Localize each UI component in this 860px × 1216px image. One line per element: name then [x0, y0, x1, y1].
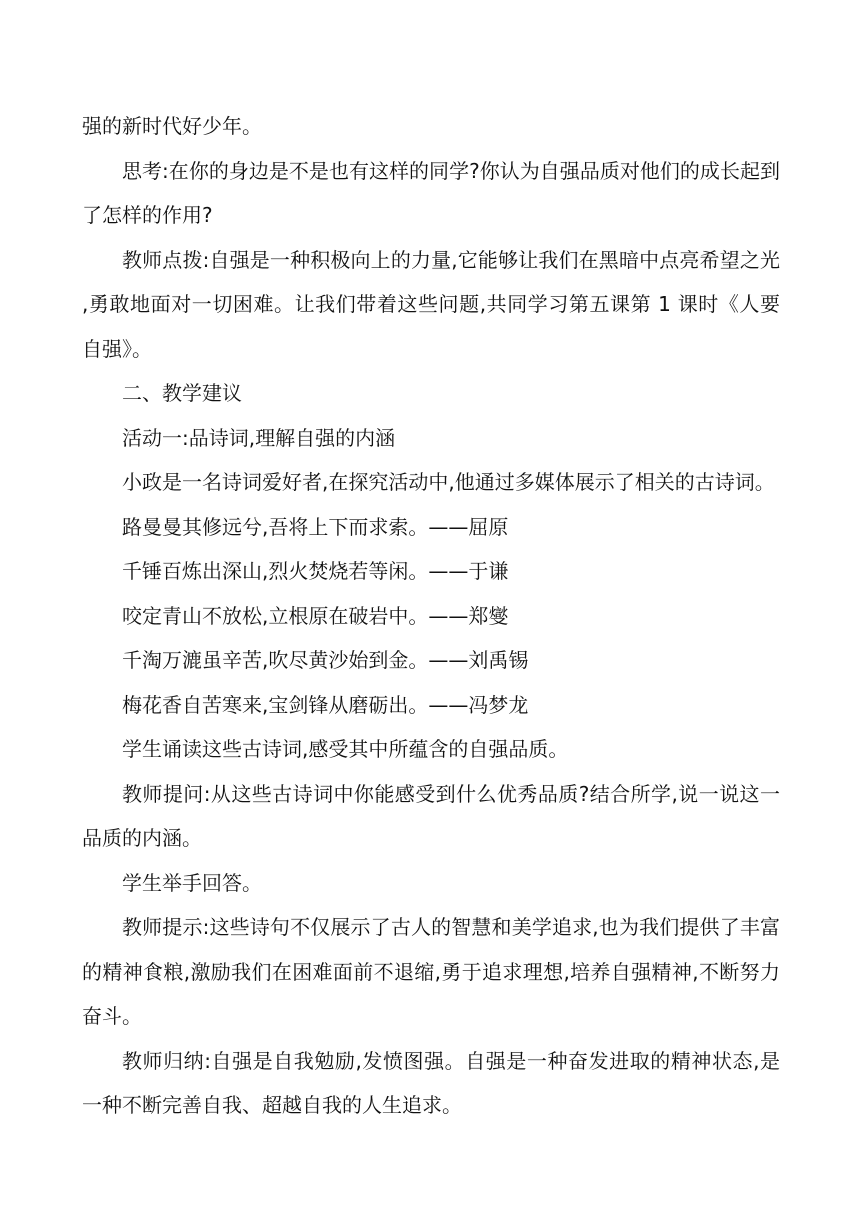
document-body — [82, 104, 780, 1128]
paragraph-teacher-hint: 教师提示:这些诗句不仅展示了古人的智慧和美学追求,也为我们提供了丰富的精神食粮,激励我们在困难面前不退缩,勇于追求理想,培养自强精神,不断努力奋斗。 — [82, 915, 780, 1028]
poem-line: 千淘万漉虽辛苦,吹尽黄沙始到金。——刘禹锡 — [122, 648, 529, 672]
paragraph-teacher-summary: 教师归纳:自强是自我勉励,发愤图强。自强是一种奋发进取的精神状态,是一种不断完善自我、超越自我的人生追求。 — [82, 1048, 780, 1117]
paragraph-student-answer: 学生举手回答。 — [122, 870, 262, 895]
section-heading-teaching-suggestions: 二、教学建议 — [122, 381, 242, 405]
poem-line: 千锤百炼出深山,烈火焚烧若等闲。——于谦 — [122, 559, 509, 583]
paragraph-continuation: 强的新时代好少年。 — [82, 114, 262, 138]
poem-line: 路曼曼其修远兮,吾将上下而求索。——屈原 — [122, 514, 509, 539]
paragraph-teacher-question: 教师提问:从这些古诗词中你能感受到什么优秀品质?结合所学,说一说这一品质的内涵。 — [82, 781, 780, 850]
paragraph-activity-intro: 小政是一名诗词爱好者,在探究活动中,他通过多媒体展示了相关的古诗词。 — [122, 470, 775, 494]
paragraph-think-question: 思考:在你的身边是不是也有这样的同学?你认为自强品质对他们的成长起到了怎样的作用? — [82, 158, 780, 227]
poem-line: 咬定青山不放松,立根原在破岩中。——郑燮 — [122, 603, 509, 628]
activity-heading: 活动一:品诗词,理解自强的内涵 — [122, 425, 396, 450]
poem-line: 梅花香自苦寒来,宝剑锋从磨砺出。——冯梦龙 — [122, 692, 529, 717]
paragraph-student-reading: 学生诵读这些古诗词,感受其中所蕴含的自强品质。 — [122, 737, 569, 761]
paragraph-teacher-guidance: 教师点拨:自强是一种积极向上的力量,它能够让我们在黑暗中点亮希望之光,勇敢地面对一切困难。让我们带着这些问题,共同学习第五课第 1 课时《人要自强》。 — [82, 247, 780, 361]
